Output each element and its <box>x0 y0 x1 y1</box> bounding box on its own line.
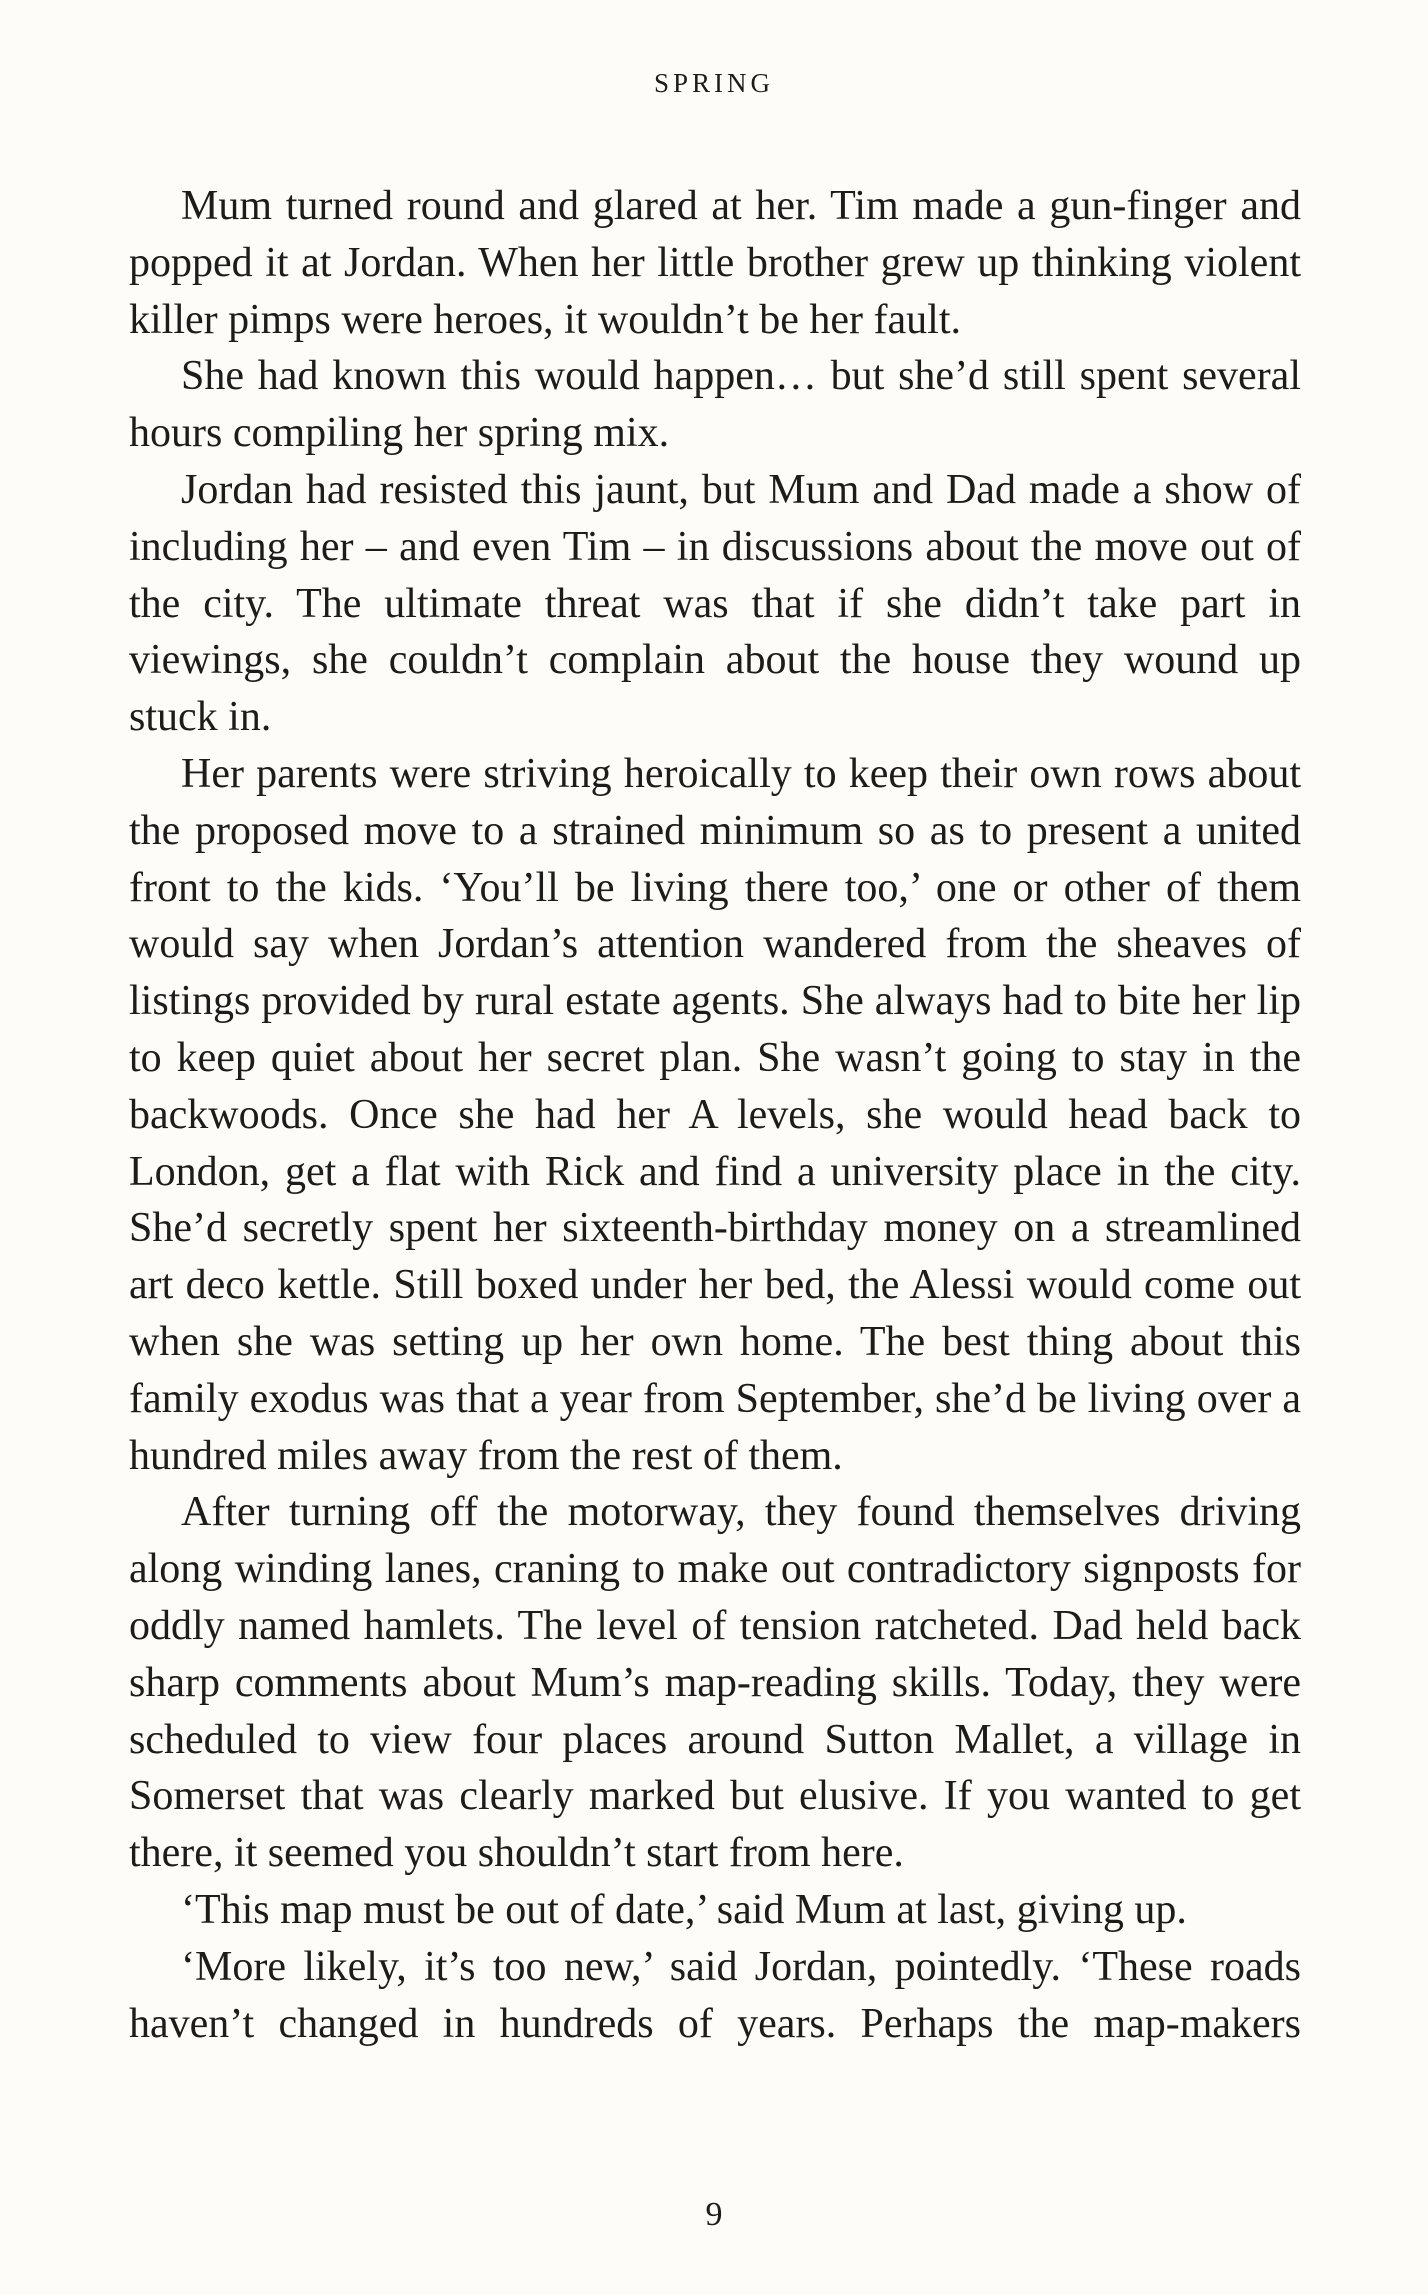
running-head: SPRING <box>653 68 775 98</box>
paragraph: Mum turned round and glared at her. Tim made a gun-finger and popped it at Jordan. When her little brother grew up thinking violent killer pimps were heroes, it wouldn’t be her fault. <box>129 183 1301 343</box>
paragraph: Her parents were striving heroically to keep their own rows about the proposed move to a strained minimum so as to present a united front to the kids. ‘You’ll be living there too,’ one or other of them would say when Jordan’s attention wandered from the sheaves of listings provided by rural estate agents. She always had to bite her lip to keep quiet about her secret plan. She wasn’t going to stay in the backwoods. Once she had her A levels, she would head back to London, get a flat with Rick and find a university place in the city. She’d secretly spent her sixteenth-birthday money on a streamlined art deco kettle. Still boxed under her bed, the Alessi would come out when she was setting up her own home. The best thing about this family exodus was that a year from September, she’d be living over a hundred miles away from the rest of them. <box>129 750 1301 1479</box>
paragraph: Jordan had resisted this jaunt, but Mum and Dad made a show of including her – and even Tim – in discussions about the move out of the city. The ultimate threat was that if she didn’t take part in viewings, she couldn’t complain about the house they wound up stuck in. <box>129 466 1301 741</box>
page-number: 9 <box>705 2196 723 2233</box>
paragraph: ‘More likely, it’s too new,’ said Jordan, pointedly. ‘These roads haven’t changed in hundreds of years. Perhaps the map-makers <box>129 1943 1301 2047</box>
body-text <box>129 178 1301 2052</box>
paragraph: ‘This map must be out of date,’ said Mum at last, giving up. <box>181 1886 1187 1933</box>
paragraph: After turning off the motorway, they found themselves driving along winding lanes, craning to make out contradictory signposts for oddly named hamlets. The level of tension ratcheted. Dad held back sharp comments about Mum’s map-reading skills. Today, they were scheduled to view four places around Sutton Mallet, a village in Somerset that was clearly marked but elusive. If you wanted to get there, it seemed you shouldn’t start from here. <box>129 1489 1301 1877</box>
paragraph: She had known this would happen… but she’d still spent several hours compiling her spring mix. <box>129 353 1301 457</box>
